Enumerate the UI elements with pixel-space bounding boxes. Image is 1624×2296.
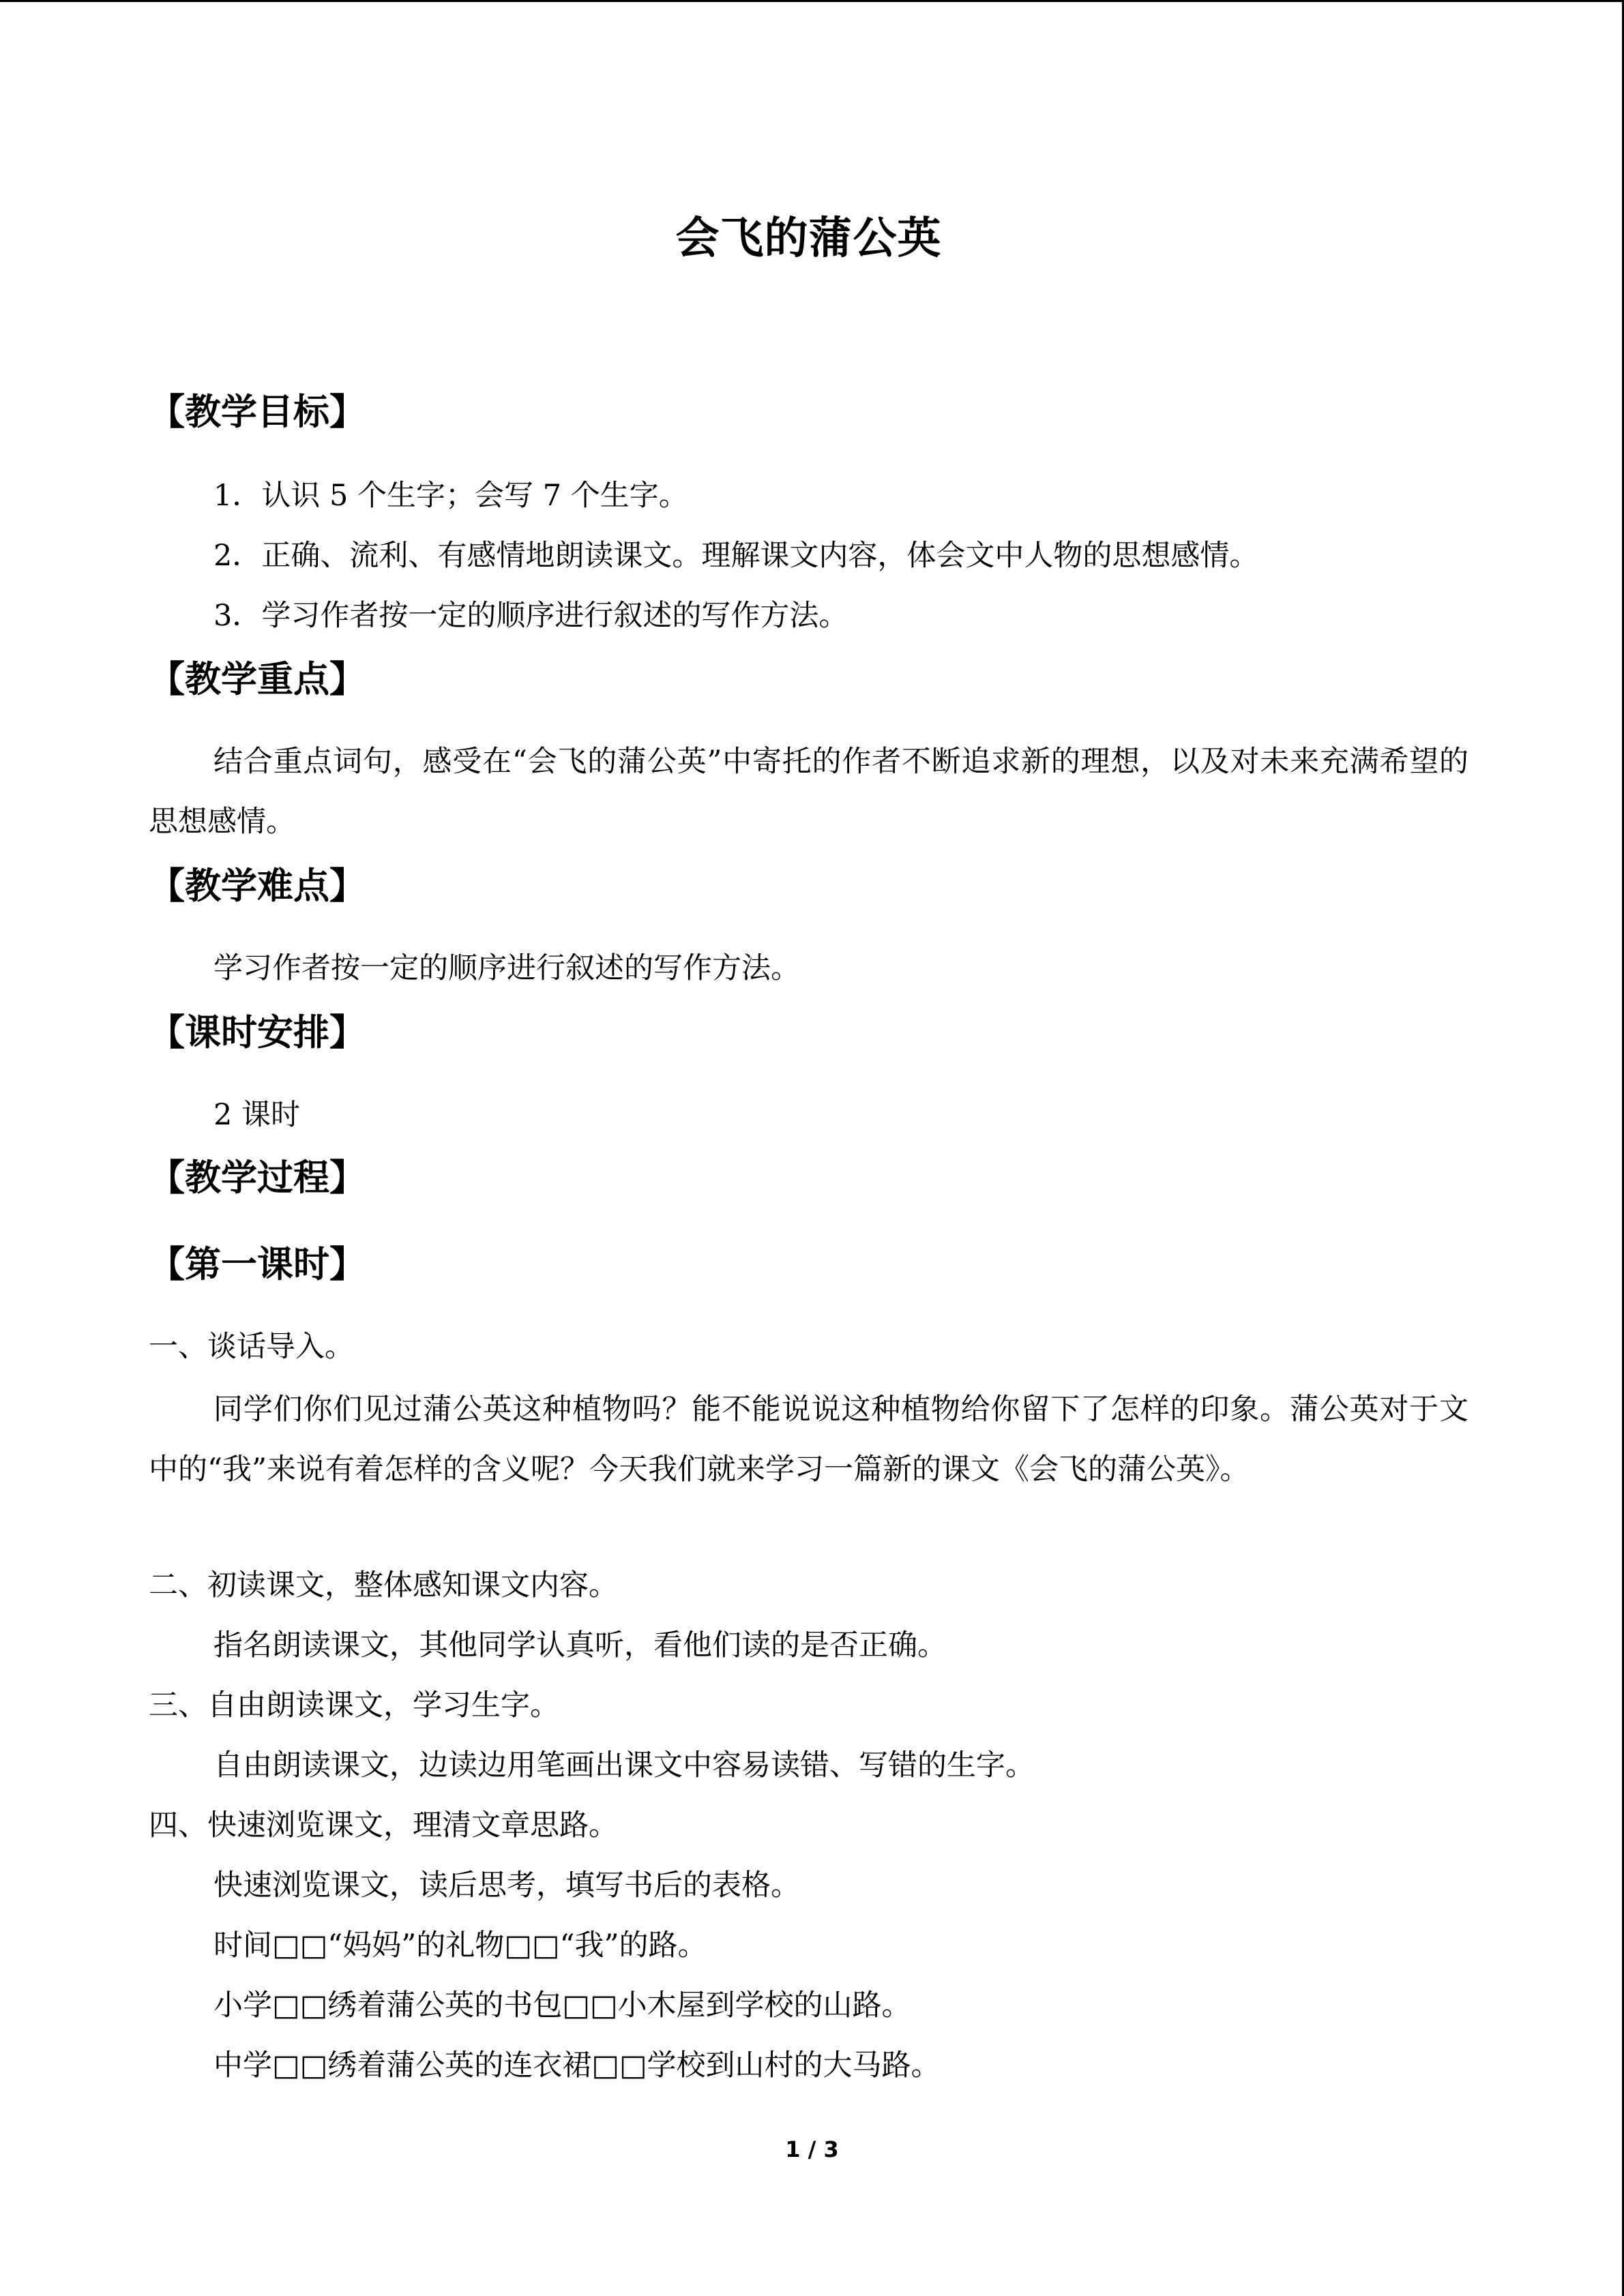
step-4-line-2: 时间□□“妈妈”的礼物□□“我”的路。	[213, 1928, 707, 1963]
section-heading-process: 【教学过程】	[149, 1157, 366, 1199]
step-1-text: 同学们你们见过蒲公英这种植物吗？能不能说说这种植物给你留下了怎样的印象。蒲公英对于文中的“我”来说有着怎样的含义呢？今天我们就来学习一篇新的课文《会飞的蒲公英》。	[149, 1392, 1468, 1487]
goal-item-3: 3．学习作者按一定的顺序进行叙述的写作方法。	[213, 599, 848, 633]
step-4-line-3: 小学□□绣着蒲公英的书包□□小木屋到学校的山路。	[213, 1988, 911, 2023]
step-2-text: 指名朗读课文，其他同学认真听，看他们读的是否正确。	[213, 1628, 947, 1663]
step-3-text: 自由朗读课文，边读边用笔画出课文中容易读错、写错的生字。	[213, 1748, 1035, 1783]
section-heading-goals: 【教学目标】	[149, 391, 366, 433]
document-title: 会飞的蒲公英	[675, 213, 942, 264]
section-heading-lesson1: 【第一课时】	[149, 1244, 366, 1285]
page-border-top	[0, 0, 1624, 2]
step-4-title: 四、快速浏览课文，理清文章思路。	[149, 1808, 618, 1843]
goal-item-2: 2．正确、流利、有感情地朗读课文。理解课文内容，体会文中人物的思想感情。	[213, 539, 1259, 573]
step-4-line-1: 快速浏览课文，读后思考，填写书后的表格。	[213, 1868, 800, 1903]
section-heading-difficulties: 【教学难点】	[149, 865, 366, 907]
step-3-title: 三、自由朗读课文，学习生字。	[149, 1688, 559, 1723]
page-indicator: 1 / 3	[785, 2136, 839, 2162]
key-points-text: 结合重点词句，感受在“会飞的蒲公英”中寄托的作者不断追求新的理想，以及对未来充满希望的思想感情。	[149, 745, 1468, 839]
step-2-title: 二、初读课文，整体感知课文内容。	[149, 1568, 618, 1602]
step-4-line-4: 中学□□绣着蒲公英的连衣裙□□学校到山村的大马路。	[213, 2048, 941, 2083]
difficulties-text: 学习作者按一定的顺序进行叙述的写作方法。	[213, 951, 800, 985]
schedule-text: 2 课时	[213, 1098, 301, 1132]
step-1-title: 一、谈话导入。	[149, 1330, 354, 1364]
section-heading-key-points: 【教学重点】	[149, 659, 366, 700]
section-heading-schedule: 【课时安排】	[149, 1012, 366, 1054]
goal-item-1: 1．认识 5 个生字；会写 7 个生字。	[213, 479, 688, 513]
